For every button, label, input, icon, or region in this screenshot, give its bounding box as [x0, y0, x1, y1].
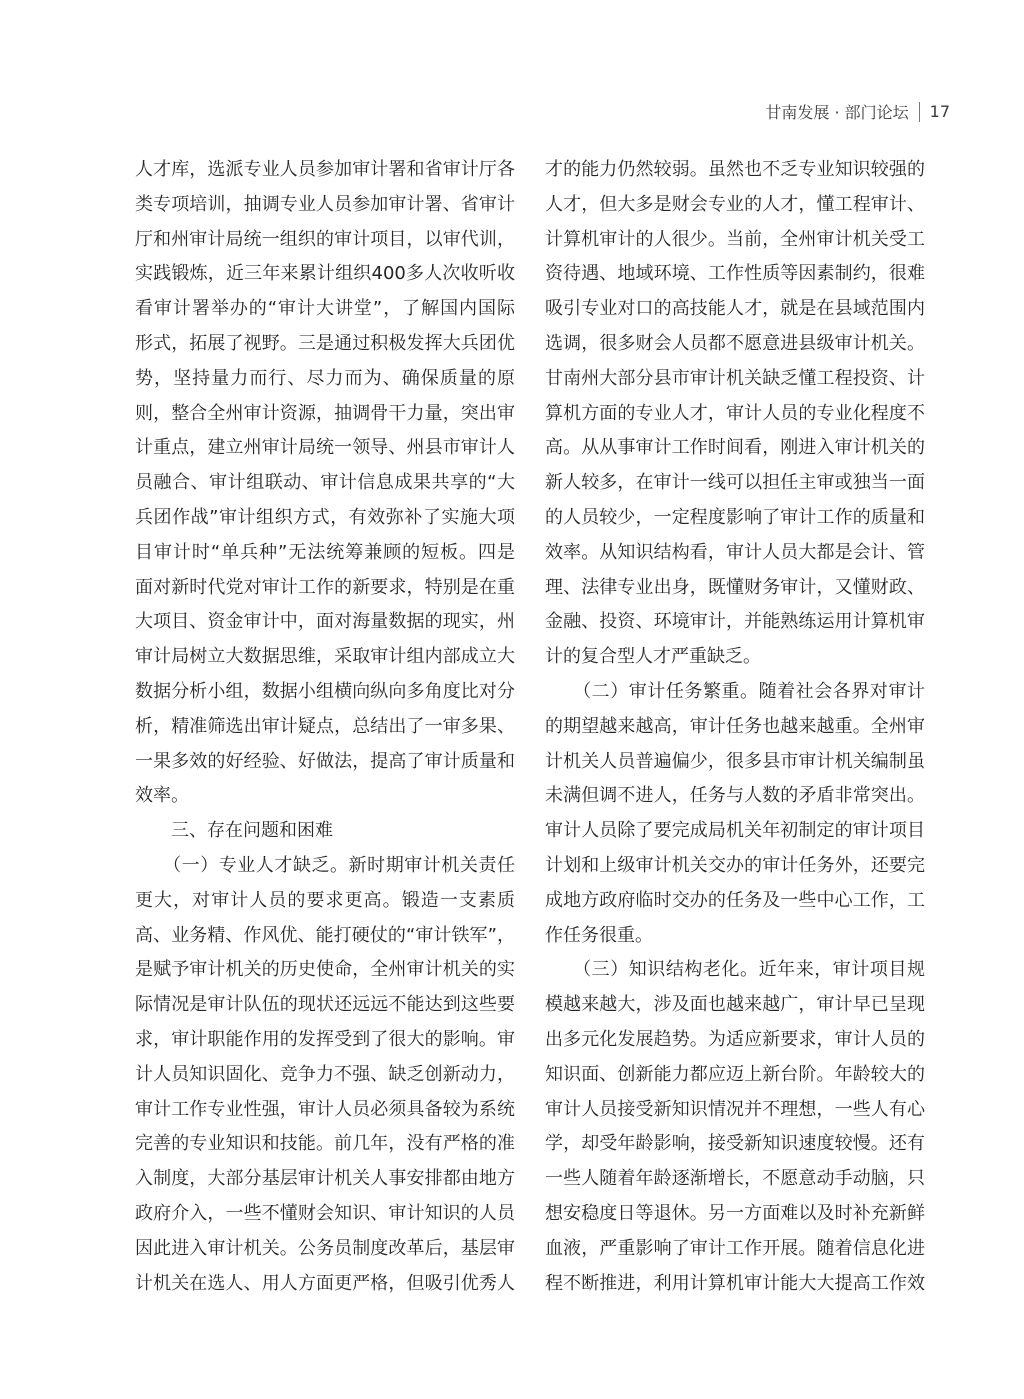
header-divider [919, 102, 920, 122]
running-header [765, 100, 950, 123]
text-line: 选调，很多财会人员都不愿意进县级审计机关。 [545, 332, 925, 354]
text-line: 模越来越大，涉及面也越来越广，审计早已呈现 [545, 994, 925, 1016]
header-title: 甘南发展 · 部门论坛 [765, 103, 909, 122]
text-line: 际情况是审计队伍的现状还远远不能达到这些要 [135, 994, 515, 1016]
text-line: 效率。从知识结构看，审计人员大都是会计、管 [545, 541, 925, 563]
text-line: 的人员较少，一定程度影响了审计工作的质量和 [545, 506, 925, 528]
text-line: 未满但调不进人，任务与人数的矛盾非常突出。 [545, 785, 925, 807]
text-line: 兵团作战”审计组织方式，有效弥补了实施大项 [135, 506, 515, 528]
text-line: 知识面、创新能力都应迈上新台阶。年龄较大的 [545, 1063, 925, 1085]
text-line: 算机方面的专业人才，审计人员的专业化程度不 [545, 402, 925, 424]
text-line: 人才，但大多是财会专业的人才，懂工程审计、 [545, 193, 925, 215]
text-line: 审计人员接受新知识情况并不理想，一些人有心 [545, 1098, 925, 1120]
text-line: 审计工作专业性强，审计人员必须具备较为系统 [135, 1098, 515, 1120]
text-line: 计重点，建立州审计局统一领导、州县市审计人 [135, 437, 515, 459]
text-line: 吸引专业对口的高技能人才，就是在县域范围内 [545, 298, 925, 320]
text-line: 血液，严重影响了审计工作开展。随着信息化进 [545, 1237, 925, 1259]
text-line: 审计人员除了要完成局机关年初制定的审计项目 [545, 820, 925, 842]
text-line: 类专项培训，抽调专业人员参加审计署、省审计 [135, 193, 515, 215]
text-line: 高。从从事审计工作时间看，刚进入审计机关的 [545, 437, 925, 459]
text-line: 高、业务精、作风优、能打硬仗的“审计铁军”， [135, 924, 515, 946]
text-line: 资待遇、地域环境、工作性质等因素制约，很难 [545, 263, 925, 285]
text-line: 成地方政府临时交办的任务及一些中心工作，工 [545, 889, 925, 911]
text-line: 作任务很重。 [545, 924, 653, 946]
text-line: 析，精准筛选出审计疑点，总结出了一审多果、 [135, 715, 515, 737]
text-line: （二）审计任务繁重。随着社会各界对审计 [545, 680, 925, 702]
text-line: 政府介入，一些不懂财会知识、审计知识的人员 [135, 1202, 515, 1224]
text-line: 计的复合型人才严重缺乏。 [545, 646, 761, 668]
text-line: 审计局树立大数据思维，采取审计组内部成立大 [135, 646, 515, 668]
text-line: 形式，拓展了视野。三是通过积极发挥大兵团优 [135, 332, 515, 354]
text-line: 程不断推进，利用计算机审计能大大提高工作效 [545, 1272, 925, 1294]
right-column [545, 153, 925, 1301]
text-line: 求，审计职能作用的发挥受到了很大的影响。审 [135, 1028, 515, 1050]
text-line: 人才库，选派专业人员参加审计署和省审计厅各 [135, 159, 515, 180]
text-line: 则，整合全州审计资源，抽调骨干力量，突出审 [135, 402, 515, 424]
text-line: 出多元化发展趋势。为适应新要求，审计人员的 [545, 1028, 925, 1050]
text-line: 是赋予审计机关的历史使命，全州审计机关的实 [135, 959, 515, 981]
text-line: 三、存在问题和困难 [135, 820, 333, 842]
text-line: （三）知识结构老化。近年来，审计项目规 [545, 959, 925, 981]
text-line: 大项目、资金审计中，面对海量数据的现实，州 [135, 611, 515, 633]
text-line: 一些人随着年龄逐渐增长，不愿意动手动脑，只 [545, 1168, 925, 1190]
text-line: 的期望越来越高，审计任务也越来越重。全州审 [545, 715, 925, 737]
text-line: 金融、投资、环境审计，并能熟练运用计算机审 [545, 611, 925, 633]
text-line: 完善的专业知识和技能。前几年，没有严格的准 [135, 1133, 515, 1155]
text-line: 效率。 [135, 785, 189, 807]
text-line: 学，却受年龄影响，接受新知识速度较慢。还有 [545, 1133, 925, 1155]
text-line: 数据分析小组，数据小组横向纵向多角度比对分 [135, 680, 515, 702]
text-line: 一果多效的好经验、好做法，提高了审计质量和 [135, 750, 515, 772]
text-line: 计算机审计的人很少。当前，全州审计机关受工 [545, 228, 925, 250]
text-line: 甘南州大部分县市审计机关缺乏懂工程投资、计 [545, 367, 925, 389]
text-line: 因此进入审计机关。公务员制度改革后，基层审 [135, 1237, 515, 1259]
text-line: 计人员知识固化、竞争力不强、缺乏创新动力， [135, 1063, 515, 1085]
text-line: 员融合、审计组联动、审计信息成果共享的“大 [135, 472, 515, 494]
text-line: 目审计时“单兵种”无法统筹兼顾的短板。四是 [135, 541, 515, 563]
page-number: 17 [929, 102, 950, 121]
text-line: 看审计署举办的“审计大讲堂”，了解国内国际 [135, 298, 515, 320]
text-line: 计划和上级审计机关交办的审计任务外，还要完 [545, 854, 925, 876]
text-line: 新人较多，在审计一线可以担任主审或独当一面 [545, 472, 925, 494]
text-line: 厅和州审计局统一组织的审计项目，以审代训， [135, 228, 515, 250]
text-line: 面对新时代党对审计工作的新要求，特别是在重 [135, 576, 515, 598]
text-line: 更大，对审计人员的要求更高。锻造一支素质 [135, 889, 515, 911]
text-line: （一）专业人才缺乏。新时期审计机关责任 [135, 854, 515, 876]
text-line: 才的能力仍然较弱。虽然也不乏专业知识较强的 [545, 159, 925, 180]
text-line: 计机关人员普遍偏少，很多县市审计机关编制虽 [545, 750, 925, 772]
text-line: 计机关在选人、用人方面更严格，但吸引优秀人 [135, 1272, 515, 1294]
text-line: 想安稳度日等退休。另一方面难以及时补充新鲜 [545, 1202, 925, 1224]
left-column [135, 153, 515, 1301]
text-line: 入制度，大部分基层审计机关人事安排都由地方 [135, 1168, 515, 1190]
text-line: 理、法律专业出身，既懂财务审计，又懂财政、 [545, 576, 925, 598]
text-line: 实践锻炼，近三年来累计组织400多人次收听收 [135, 263, 515, 285]
text-line: 势，坚持量力而行、尽力而为、确保质量的原 [135, 367, 515, 389]
